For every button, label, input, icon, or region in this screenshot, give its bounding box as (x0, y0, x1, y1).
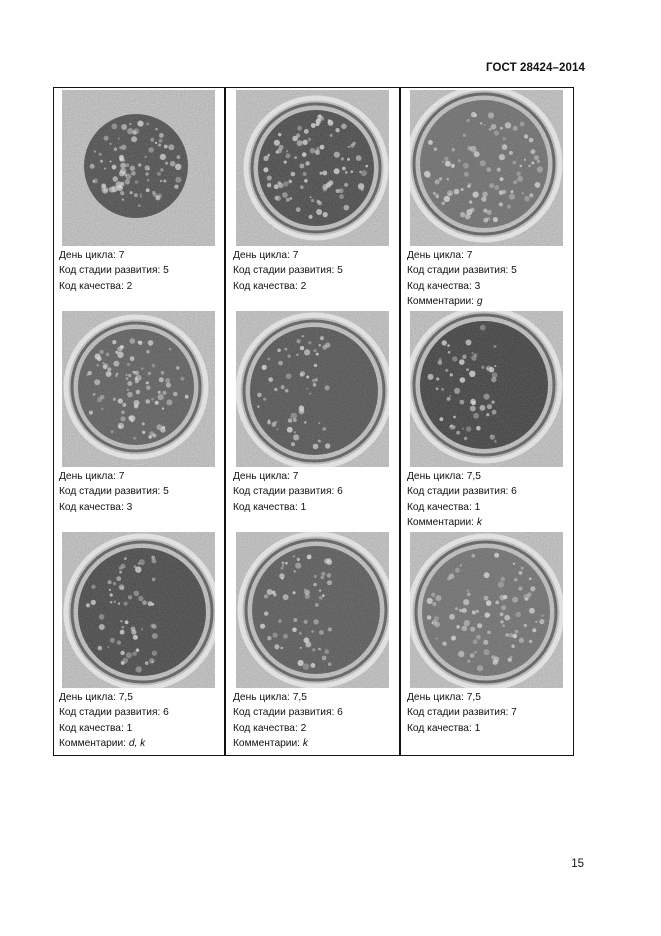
quality-code (407, 500, 571, 515)
comments-label: Комментарии: (407, 517, 474, 529)
quality-code-label: Код качества: (407, 722, 472, 734)
embryo-caption (407, 248, 571, 310)
embryo-caption (233, 690, 397, 752)
comments-label: Комментарии: (59, 738, 126, 750)
quality-code (59, 721, 223, 736)
development-stage-code-value: 6 (163, 707, 169, 719)
cycle-day-label: День цикла: (59, 250, 116, 261)
quality-code-label: Код качества: (407, 280, 472, 292)
quality-code-value: 3 (126, 501, 133, 513)
quality-code-value: 1 (474, 501, 481, 513)
development-stage-code-value: 5 (163, 265, 169, 277)
development-stage-code-label: Код стадии развития: (407, 265, 509, 277)
cycle-day (407, 690, 571, 705)
cycle-day-label: День цикла: (233, 471, 290, 482)
embryo-caption (59, 469, 223, 515)
cycle-day (59, 690, 223, 705)
embryo-micrograph-image (410, 90, 563, 246)
cycle-day-label: День цикла: (233, 692, 290, 703)
development-stage-code-value: 5 (163, 486, 169, 498)
embryo-caption (59, 248, 223, 294)
cycle-day-value: 7 (292, 250, 299, 261)
comments-value: k (302, 738, 308, 750)
embryo-micrograph-image (62, 311, 215, 467)
embryo-micrograph-image (410, 532, 563, 688)
quality-code (59, 500, 223, 515)
development-stage-code-value: 7 (511, 707, 517, 719)
column-divider (399, 88, 401, 755)
development-stage-code (233, 263, 397, 278)
development-stage-code-label: Код стадии развития: (59, 486, 161, 498)
embryo-cell (57, 532, 223, 753)
development-stage-code-value: 6 (337, 707, 343, 719)
development-stage-code-label: Код стадии развития: (233, 486, 335, 498)
development-stage-code-label: Код стадии развития: (59, 707, 161, 719)
development-stage-code-value: 5 (337, 265, 343, 277)
quality-code (407, 721, 571, 736)
development-stage-code (407, 263, 571, 278)
embryo-caption (59, 690, 223, 752)
cycle-day (59, 469, 223, 484)
cycle-day (233, 690, 397, 705)
embryo-cell (57, 311, 223, 532)
cycle-day-value: 7,5 (466, 692, 481, 703)
embryo-cell (405, 311, 571, 532)
cycle-day-value: 7 (118, 471, 125, 482)
cycle-day-value: 7,5 (466, 471, 481, 482)
quality-code-label: Код качества: (59, 501, 124, 513)
development-stage-code-label: Код стадии развития: (59, 265, 161, 277)
embryo-micrograph-image (62, 90, 215, 246)
development-stage-code (407, 705, 571, 720)
development-stage-code-label: Код стадии развития: (233, 707, 335, 719)
cycle-day (59, 248, 223, 263)
quality-code-label: Код качества: (59, 280, 124, 292)
quality-code-value: 2 (126, 280, 133, 292)
comments-label: Комментарии: (233, 738, 300, 750)
quality-code-value: 3 (474, 280, 481, 292)
development-stage-code-label: Код стадии развития: (407, 486, 509, 498)
comments-value: k (476, 517, 482, 529)
embryo-cell (231, 532, 397, 753)
embryo-table (53, 87, 574, 756)
development-stage-code-value: 5 (511, 265, 517, 277)
cycle-day (233, 248, 397, 263)
embryo-cell (57, 90, 223, 311)
cycle-day-label: День цикла: (59, 471, 116, 482)
cycle-day-label: День цикла: (407, 250, 464, 261)
comments-value: g (476, 296, 483, 308)
cycle-day (407, 469, 571, 484)
comments (407, 294, 571, 309)
quality-code (59, 279, 223, 294)
embryo-micrograph-image (236, 90, 389, 246)
document-standard-header: ГОСТ 28424–2014 (485, 62, 585, 74)
embryo-caption (233, 248, 397, 294)
quality-code (233, 500, 397, 515)
embryo-caption (407, 690, 571, 736)
page-number: 15 (571, 858, 584, 870)
development-stage-code (233, 705, 397, 720)
development-stage-code (59, 263, 223, 278)
embryo-micrograph-image (62, 532, 215, 688)
cycle-day-label: День цикла: (59, 692, 116, 703)
embryo-caption (233, 469, 397, 515)
development-stage-code (233, 484, 397, 499)
cycle-day (407, 248, 571, 263)
quality-code-label: Код качества: (233, 722, 298, 734)
quality-code-label: Код качества: (233, 280, 298, 292)
quality-code (407, 279, 571, 294)
quality-code (233, 279, 397, 294)
cycle-day-label: День цикла: (407, 692, 464, 703)
development-stage-code-value: 6 (511, 486, 517, 498)
cycle-day-value: 7 (292, 471, 299, 482)
cycle-day-value: 7 (118, 250, 125, 261)
embryo-cell (405, 90, 571, 311)
quality-code-value: 1 (474, 722, 481, 734)
embryo-cell (405, 532, 571, 753)
quality-code-value: 2 (300, 280, 307, 292)
cycle-day (233, 469, 397, 484)
cycle-day-value: 7,5 (292, 692, 307, 703)
cycle-day-label: День цикла: (407, 471, 464, 482)
development-stage-code-label: Код стадии развития: (407, 707, 509, 719)
comments-label: Комментарии: (407, 296, 474, 308)
cycle-day-label: День цикла: (233, 250, 290, 261)
quality-code-label: Код качества: (233, 501, 298, 513)
comments (59, 736, 223, 751)
embryo-cell (231, 90, 397, 311)
development-stage-code-value: 6 (337, 486, 343, 498)
development-stage-code-label: Код стадии развития: (233, 265, 335, 277)
quality-code-value: 1 (300, 501, 307, 513)
embryo-caption (407, 469, 571, 531)
embryo-micrograph-image (236, 311, 389, 467)
quality-code-value: 2 (300, 722, 307, 734)
quality-code-value: 1 (126, 722, 133, 734)
quality-code (233, 721, 397, 736)
comments-value: d, k (128, 738, 146, 750)
embryo-cell (231, 311, 397, 532)
comments (233, 736, 397, 751)
development-stage-code (407, 484, 571, 499)
development-stage-code (59, 705, 223, 720)
development-stage-code (59, 484, 223, 499)
embryo-micrograph-image (236, 532, 389, 688)
quality-code-label: Код качества: (407, 501, 472, 513)
cycle-day-value: 7,5 (118, 692, 133, 703)
column-divider (224, 88, 226, 755)
embryo-micrograph-image (410, 311, 563, 467)
comments (407, 515, 571, 530)
cycle-day-value: 7 (466, 250, 473, 261)
quality-code-label: Код качества: (59, 722, 124, 734)
